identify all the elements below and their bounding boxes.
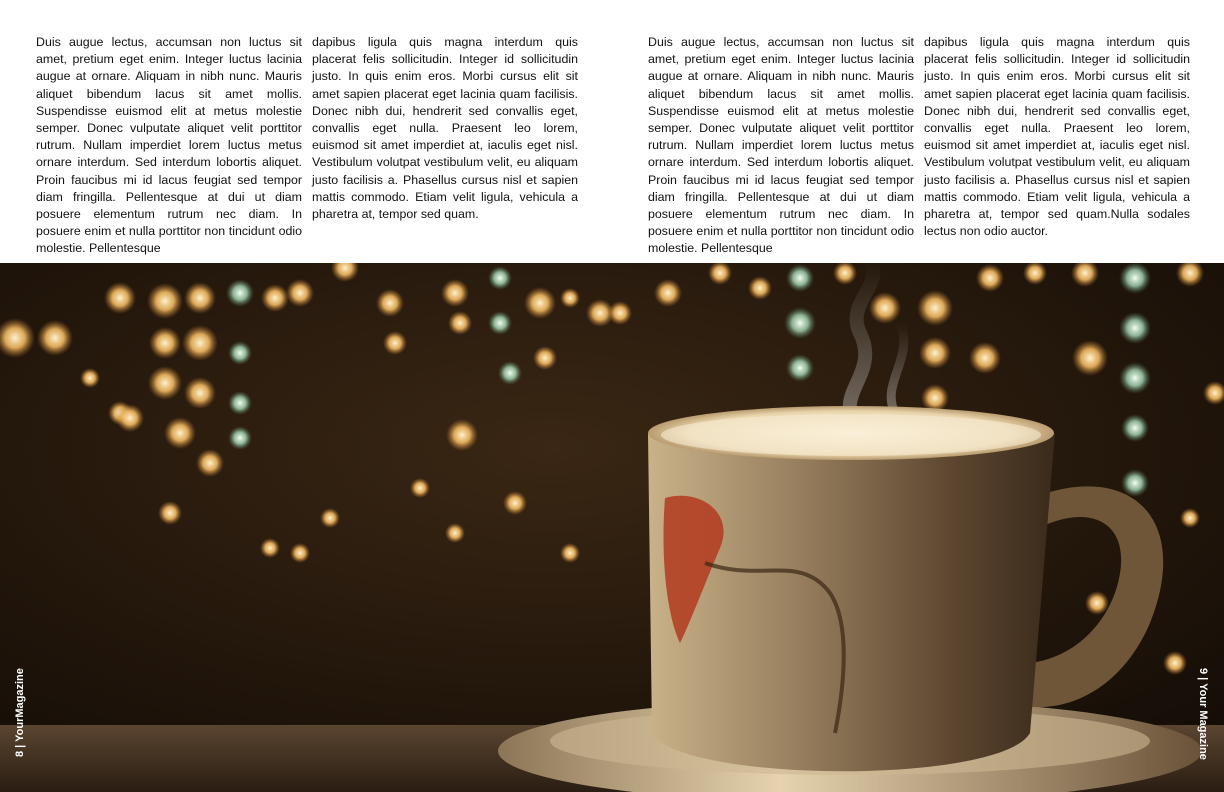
- bokeh-light: [1119, 312, 1151, 344]
- bokeh-light: [376, 289, 404, 317]
- bokeh-light: [441, 279, 469, 307]
- bokeh-light: [164, 417, 196, 449]
- bokeh-light: [116, 404, 144, 432]
- bokeh-light: [320, 508, 340, 528]
- bokeh-light: [80, 368, 100, 388]
- bokeh-light: [869, 292, 901, 324]
- bokeh-light: [919, 337, 951, 369]
- bokeh-light: [1119, 362, 1151, 394]
- bokeh-light: [226, 279, 254, 307]
- bokeh-light: [261, 284, 289, 312]
- bokeh-light: [1180, 508, 1200, 528]
- body-text: dapibus ligula quis magna interdum quis placerat felis sollicitudin. Integer id sollicitudin justo. In quis enim eros. Morbi cursus elit sit amet sapien placerat eget lacinia quam facilisis. Donec nibh dui, hendrerit sed convallis eget, convallis eget nulla. Praesent leo lorem, euismod sit amet imperdiet at, iaculis eget nisl. Vestibulum volutpat vestibulum velit, eu aliquam justo facilisis a. Phasellus cursus nisl et sapien mattis commodo. Etiam velit ligula, vehicula a pharetra at, tempor sed quam.Nulla sodales lectus non odio auctor.: [924, 35, 1190, 239]
- body-text: Duis augue lectus, accumsan non luctus sit amet, pretium eget enim. Integer luctus lacinia augue at ornare. Aliquam in nibh nunc. Mauris aliquet bibendum lacus sit amet mollis. Suspendisse euismod elit at metus molestie semper. Donec vulputate aliquet velit porttitor rutrum. Nullam imperdiet lorem luctus metus ornare interdum. Sed interdum lobortis aliquet. Proin faucibus mi id lacus feugiat sed tempor diam fringilla. Pellentesque at dui ut diam posuere elementum rutrum nec diam. In posuere enim et nulla porttitor non tincidunt odio molestie. Pellentesque: [648, 35, 914, 256]
- right-page-column-1: [648, 34, 914, 258]
- bokeh-light: [488, 266, 512, 290]
- bokeh-light: [445, 523, 465, 543]
- bokeh-light: [286, 279, 314, 307]
- bokeh-light: [228, 391, 252, 415]
- bokeh-light: [654, 279, 682, 307]
- cup-body: [648, 433, 1055, 771]
- bokeh-light: [147, 283, 183, 319]
- bokeh-light: [488, 311, 512, 335]
- bokeh-light: [498, 361, 522, 385]
- bokeh-light: [260, 538, 280, 558]
- bokeh-light: [976, 264, 1004, 292]
- bokeh-light: [104, 282, 136, 314]
- bokeh-light: [383, 331, 407, 355]
- bokeh-light: [228, 426, 252, 450]
- bokeh-light: [533, 346, 557, 370]
- bokeh-light: [786, 264, 814, 292]
- bokeh-light: [784, 307, 816, 339]
- bokeh-light: [196, 449, 224, 477]
- bokeh-light: [410, 478, 430, 498]
- bokeh-light: [37, 320, 73, 356]
- bokeh-light: [1072, 340, 1108, 376]
- bokeh-light: [149, 327, 181, 359]
- bokeh-light: [503, 491, 527, 515]
- bokeh-light: [1163, 651, 1187, 675]
- bokeh-light: [608, 301, 632, 325]
- bokeh-light: [1085, 591, 1109, 615]
- bokeh-light: [228, 341, 252, 365]
- page-number-left: 8 | YourMagazine: [14, 668, 26, 757]
- bokeh-light: [446, 419, 478, 451]
- bokeh-light: [921, 384, 949, 412]
- bokeh-light: [969, 342, 1001, 374]
- right-page-column-2: [924, 34, 1190, 240]
- body-text: Duis augue lectus, accumsan non luctus sit amet, pretium eget enim. Integer luctus lacinia augue at ornare. Aliquam in nibh nunc. Mauris aliquet bibendum lacus sit amet mollis. Suspendisse euismod elit at metus molestie semper. Donec vulputate aliquet velit porttitor rutrum. Nullam imperdiet lorem luctus metus ornare interdum. Sed interdum lobortis aliquet. Proin faucibus mi id lacus feugiat sed tempor diam fringilla. Pellentesque at dui ut diam posuere elementum rutrum nec diam. In posuere enim et nulla porttitor non tincidunt odio molestie. Pellentesque: [36, 35, 302, 256]
- bokeh-light: [1121, 469, 1149, 497]
- left-page-column-1: [36, 34, 302, 258]
- coffee-cup-photo: [0, 263, 1224, 792]
- bokeh-light: [448, 311, 472, 335]
- page-number-right: 9 | Your Magazine: [1197, 668, 1209, 760]
- bokeh-light: [1121, 414, 1149, 442]
- bokeh-light: [148, 366, 182, 400]
- bokeh-light: [184, 282, 216, 314]
- left-page-column-2: [312, 34, 578, 223]
- body-text: dapibus ligula quis magna interdum quis placerat felis sollicitudin. Integer id sollicitudin justo. In quis enim eros. Morbi cursus elit sit amet sapien placerat eget lacinia quam facilisis. Donec nibh dui, hendrerit sed convallis eget, convallis eget nulla. Praesent leo lorem, euismod sit amet imperdiet at, iaculis eget nisl. Vestibulum volutpat vestibulum velit, eu aliquam justo facilisis a. Phasellus cursus nisl et sapien mattis commodo. Etiam velit ligula, vehicula a pharetra at, tempor sed quam.: [312, 35, 578, 222]
- bokeh-light: [182, 325, 218, 361]
- bokeh-light: [917, 290, 953, 326]
- bokeh-light: [524, 287, 556, 319]
- bokeh-light: [184, 377, 216, 409]
- bokeh-light: [748, 276, 772, 300]
- bokeh-light: [1119, 263, 1151, 294]
- bokeh-light: [560, 288, 580, 308]
- bokeh-light: [786, 354, 814, 382]
- bokeh-light: [560, 543, 580, 563]
- bokeh-light: [158, 501, 182, 525]
- bokeh-light: [290, 543, 310, 563]
